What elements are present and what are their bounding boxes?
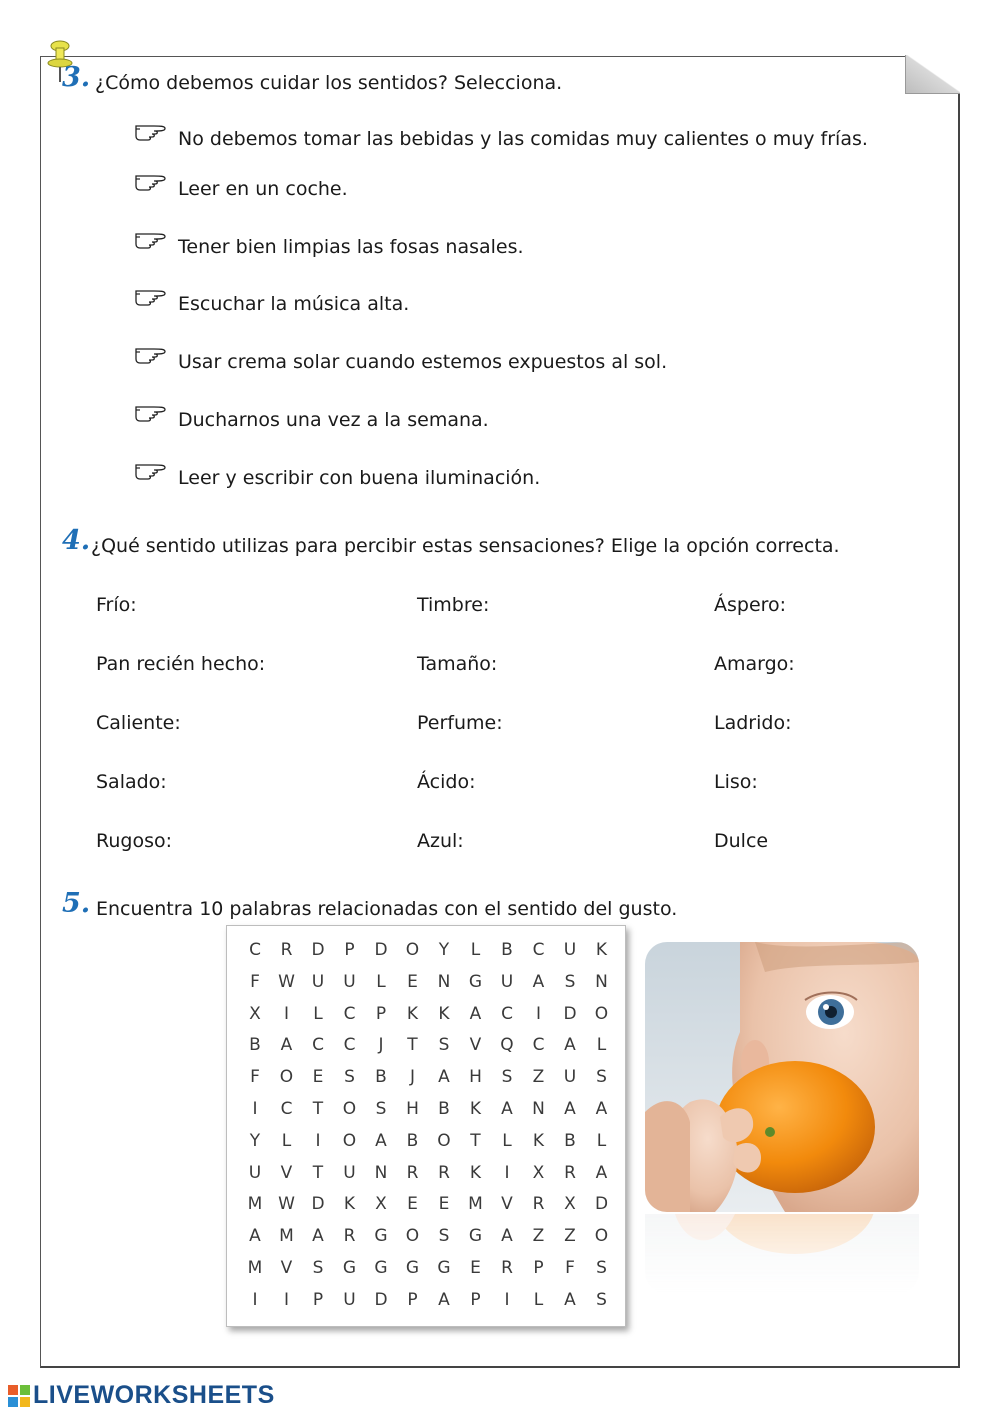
word-search-letter[interactable]: G xyxy=(468,1226,483,1247)
word-search-letter[interactable]: C xyxy=(501,1003,513,1024)
question-5-text: Encuentra 10 palabras relacionadas con el sentido del gusto. xyxy=(96,898,678,920)
word-search-letter[interactable]: B xyxy=(501,940,513,960)
word-search-letter[interactable]: V xyxy=(501,1194,513,1215)
photo-reflection xyxy=(645,1214,919,1294)
word-search-letter[interactable]: A xyxy=(595,1099,608,1119)
word-search-letter[interactable]: U xyxy=(563,1067,577,1088)
word-search-letter[interactable]: I xyxy=(504,1289,510,1310)
word-search-row xyxy=(227,1099,625,1131)
word-search-letter[interactable]: A xyxy=(564,1099,576,1119)
word-search-letter[interactable]: D xyxy=(311,940,325,960)
word-search-letter[interactable]: X xyxy=(532,1162,545,1183)
word-search-letter[interactable]: K xyxy=(469,1162,482,1183)
word-search-letter[interactable]: A xyxy=(249,1226,261,1247)
word-search-letter[interactable]: R xyxy=(501,1258,513,1278)
word-search-letter[interactable]: C xyxy=(532,940,545,960)
care-option-label: Escuchar la música alta. xyxy=(178,293,410,315)
word-search-letter[interactable]: E xyxy=(407,971,418,992)
word-search-letter[interactable]: J xyxy=(378,1035,384,1056)
sensation-item[interactable]: Amargo: xyxy=(714,653,795,675)
word-search-letter[interactable]: S xyxy=(501,1067,513,1088)
care-option[interactable] xyxy=(134,351,667,373)
pointing-hand-icon xyxy=(134,170,168,192)
care-option[interactable] xyxy=(134,178,348,200)
word-search-letter[interactable]: P xyxy=(375,1003,387,1024)
question-5-number: 5. xyxy=(62,888,91,919)
word-search-letter[interactable]: Q xyxy=(500,1035,514,1056)
word-search-letter[interactable]: F xyxy=(565,1258,575,1278)
word-search-letter[interactable]: S xyxy=(438,1035,450,1056)
word-search-letter[interactable]: X xyxy=(249,1003,261,1024)
word-search-letter[interactable]: L xyxy=(376,971,386,992)
word-search-letter[interactable]: R xyxy=(280,940,293,960)
sensation-item[interactable]: Áspero: xyxy=(714,594,787,616)
word-search-letter[interactable]: N xyxy=(374,1162,388,1183)
care-option[interactable] xyxy=(134,293,409,315)
word-search-letter[interactable]: P xyxy=(470,1289,481,1310)
word-search-letter[interactable]: A xyxy=(595,1162,608,1183)
word-search-letter[interactable]: P xyxy=(407,1289,418,1310)
word-search-row xyxy=(227,940,625,972)
word-search-letter[interactable]: E xyxy=(438,1194,450,1215)
word-search-letter[interactable]: A xyxy=(312,1226,324,1247)
word-search-letter[interactable]: I xyxy=(252,1289,258,1310)
sensation-item[interactable]: Tamaño: xyxy=(417,653,498,675)
word-search-letter[interactable]: L xyxy=(281,1130,292,1151)
word-search-letter[interactable]: C xyxy=(249,940,261,960)
word-search-letter[interactable]: B xyxy=(564,1130,576,1151)
care-option[interactable] xyxy=(134,409,489,431)
word-search-letter[interactable]: D xyxy=(311,1194,325,1215)
word-search-letter[interactable]: K xyxy=(406,1003,419,1024)
word-search-letter[interactable]: O xyxy=(342,1130,357,1151)
sensation-item[interactable]: Perfume: xyxy=(417,712,503,734)
word-search-letter[interactable]: F xyxy=(250,1067,260,1088)
sensation-item[interactable]: Rugoso: xyxy=(96,830,172,852)
word-search-letter[interactable]: C xyxy=(343,1003,356,1024)
word-search-letter[interactable]: G xyxy=(374,1226,388,1247)
word-search-letter[interactable]: C xyxy=(312,1035,324,1056)
word-search-letter[interactable]: S xyxy=(312,1258,324,1278)
word-search-letter[interactable]: S xyxy=(596,1067,607,1088)
word-search-letter[interactable]: I xyxy=(283,1003,289,1024)
word-search-row xyxy=(227,1258,625,1290)
word-search-letter[interactable]: M xyxy=(247,1258,263,1278)
pointing-hand-icon xyxy=(134,343,168,365)
sensation-item[interactable]: Ladrido: xyxy=(714,712,792,734)
word-search-letter[interactable]: L xyxy=(596,1130,607,1151)
word-search-letter[interactable]: D xyxy=(374,1289,388,1310)
word-search-letter[interactable]: M xyxy=(279,1226,294,1247)
word-search-letter[interactable]: G xyxy=(405,1258,420,1278)
word-search-letter[interactable]: R xyxy=(564,1162,576,1183)
word-search-letter[interactable]: S xyxy=(564,971,576,992)
word-search-letter[interactable]: X xyxy=(375,1194,387,1215)
word-search-letter[interactable]: H xyxy=(406,1099,419,1119)
word-search-letter[interactable]: D xyxy=(594,1194,609,1215)
word-search-letter[interactable]: C xyxy=(532,1035,545,1056)
word-search-letter[interactable]: B xyxy=(438,1099,450,1119)
question-3-text: ¿Cómo debemos cuidar los sentidos? Selecciona. xyxy=(95,72,563,94)
pointing-hand-icon xyxy=(134,401,168,423)
pointing-hand-icon xyxy=(134,285,168,307)
word-search-letter[interactable]: G xyxy=(437,1258,451,1278)
word-search-letter[interactable]: E xyxy=(470,1258,481,1278)
sensation-item[interactable]: Liso: xyxy=(714,771,758,793)
word-search-row xyxy=(227,1290,625,1322)
sensation-item[interactable]: Ácido: xyxy=(417,771,476,793)
word-search-letter[interactable]: G xyxy=(374,1258,388,1278)
word-search-letter[interactable]: Z xyxy=(532,1226,545,1247)
word-search-letter[interactable]: R xyxy=(532,1194,545,1215)
word-search-letter[interactable]: K xyxy=(595,940,608,960)
word-search-letter[interactable]: O xyxy=(594,1226,609,1247)
logo-text: LIVEWORKSHEETS xyxy=(33,1381,275,1409)
word-search-letter[interactable]: C xyxy=(343,1035,356,1056)
care-option[interactable] xyxy=(134,467,540,489)
word-search-letter[interactable]: L xyxy=(502,1130,512,1151)
word-search-letter[interactable]: V xyxy=(469,1035,482,1056)
word-search-letter[interactable]: A xyxy=(501,1099,513,1119)
word-search-letter[interactable]: N xyxy=(595,971,608,992)
word-search-letter[interactable]: A xyxy=(564,1035,576,1056)
word-search-letter[interactable]: P xyxy=(312,1289,324,1310)
word-search-letter[interactable]: U xyxy=(563,940,577,960)
word-search-letter[interactable]: F xyxy=(250,971,260,992)
word-search-letter[interactable]: X xyxy=(564,1194,576,1215)
word-search-letter[interactable]: L xyxy=(470,940,481,960)
word-search-letter[interactable]: D xyxy=(563,1003,577,1024)
pointing-hand-icon xyxy=(134,228,168,250)
word-search-letter[interactable]: B xyxy=(249,1035,261,1056)
word-search-letter[interactable]: M xyxy=(468,1194,483,1215)
word-search-letter[interactable]: P xyxy=(344,940,355,960)
word-search-letter[interactable]: K xyxy=(343,1194,356,1215)
word-search-letter[interactable]: A xyxy=(438,1067,450,1088)
word-search-letter[interactable]: V xyxy=(280,1162,293,1183)
word-search-letter[interactable]: W xyxy=(278,971,295,992)
care-option[interactable] xyxy=(134,236,524,258)
word-search-letter[interactable]: Y xyxy=(438,940,450,960)
word-search-letter[interactable]: W xyxy=(278,1194,295,1215)
word-search-letter[interactable]: P xyxy=(533,1258,544,1278)
word-search-letter[interactable]: K xyxy=(469,1099,482,1119)
word-search-letter[interactable]: K xyxy=(532,1130,545,1151)
word-search-letter[interactable]: N xyxy=(532,1099,545,1119)
sensation-item[interactable]: Azul: xyxy=(417,830,464,852)
word-search-letter[interactable]: Z xyxy=(532,1067,545,1088)
word-search-row xyxy=(227,1035,625,1067)
word-search-letter[interactable]: G xyxy=(342,1258,357,1278)
word-search-letter[interactable]: T xyxy=(470,1130,481,1151)
word-search-row xyxy=(227,1226,625,1258)
word-search-letter[interactable]: I xyxy=(315,1130,321,1151)
word-search-grid xyxy=(226,925,626,1327)
word-search-letter[interactable]: U xyxy=(248,1162,262,1183)
word-search-letter[interactable]: U xyxy=(500,971,514,992)
sensation-item[interactable]: Pan recién hecho: xyxy=(96,653,266,675)
word-search-letter[interactable]: A xyxy=(501,1226,513,1247)
word-search-letter[interactable]: S xyxy=(438,1226,450,1247)
sensation-item[interactable]: Frío: xyxy=(96,594,137,616)
word-search-letter[interactable]: U xyxy=(343,1162,356,1183)
word-search-letter[interactable]: H xyxy=(469,1067,482,1088)
question-4-text: ¿Qué sentido utilizas para percibir estas sensaciones? Elige la opción correcta. xyxy=(91,535,840,557)
word-search-letter[interactable]: I xyxy=(252,1099,258,1119)
word-search-letter[interactable]: O xyxy=(279,1067,294,1088)
page-curl-corner xyxy=(905,55,960,94)
word-search-letter[interactable]: V xyxy=(280,1258,293,1278)
word-search-letter[interactable]: B xyxy=(375,1067,387,1088)
word-search-letter[interactable]: R xyxy=(406,1162,419,1183)
word-search-letter[interactable]: O xyxy=(405,940,420,960)
word-search-letter[interactable]: L xyxy=(313,1003,323,1024)
sensation-item[interactable]: Dulce xyxy=(714,830,769,852)
word-search-letter[interactable]: S xyxy=(596,1258,607,1278)
logo-blocks-icon xyxy=(8,1385,30,1407)
word-search-letter[interactable]: J xyxy=(409,1067,415,1088)
word-search-letter[interactable]: R xyxy=(438,1162,450,1183)
word-search-letter[interactable]: U xyxy=(343,971,356,992)
word-search-letter[interactable]: R xyxy=(343,1226,356,1247)
question-3-number: 3. xyxy=(62,62,91,93)
word-search-letter[interactable]: A xyxy=(564,1289,576,1310)
care-option-label: Ducharnos una vez a la semana. xyxy=(178,409,489,431)
baby-eating-orange-photo xyxy=(645,942,919,1212)
word-search-letter[interactable]: L xyxy=(596,1035,607,1056)
word-search-letter[interactable]: A xyxy=(532,971,545,992)
sensation-item[interactable]: Salado: xyxy=(96,771,167,793)
word-search-letter[interactable]: S xyxy=(596,1289,607,1310)
word-search-letter[interactable]: Z xyxy=(564,1226,576,1247)
word-search-letter[interactable]: T xyxy=(312,1162,324,1183)
sensation-item[interactable]: Caliente: xyxy=(96,712,181,734)
word-search-letter[interactable]: G xyxy=(468,971,483,992)
word-search-letter[interactable]: T xyxy=(407,1035,418,1056)
word-search-letter[interactable]: N xyxy=(437,971,451,992)
word-search-letter[interactable]: I xyxy=(504,1162,510,1183)
word-search-letter[interactable]: C xyxy=(280,1099,293,1119)
word-search-row xyxy=(227,1067,625,1099)
word-search-letter[interactable]: I xyxy=(283,1289,289,1310)
word-search-letter[interactable]: K xyxy=(438,1003,450,1024)
pointing-hand-icon xyxy=(134,459,168,481)
word-search-letter[interactable]: M xyxy=(247,1194,263,1215)
word-search-letter[interactable]: L xyxy=(533,1289,544,1310)
word-search-row xyxy=(227,1163,625,1195)
word-search-letter[interactable]: Y xyxy=(249,1130,261,1151)
care-option-label: Leer y escribir con buena iluminación. xyxy=(178,467,541,489)
word-search-letter[interactable]: E xyxy=(312,1067,324,1088)
word-search-letter[interactable]: E xyxy=(407,1194,418,1215)
word-search-letter[interactable]: O xyxy=(342,1099,357,1119)
word-search-row xyxy=(227,972,625,1004)
word-search-letter[interactable]: B xyxy=(406,1130,419,1151)
pointing-hand-icon xyxy=(134,120,168,142)
care-option-label: Leer en un coche. xyxy=(178,178,348,200)
word-search-row xyxy=(227,1194,625,1226)
word-search-letter[interactable]: O xyxy=(437,1130,451,1151)
sensation-item[interactable]: Timbre: xyxy=(417,594,490,616)
word-search-letter[interactable]: T xyxy=(312,1099,324,1119)
word-search-letter[interactable]: A xyxy=(438,1289,450,1310)
word-search-letter[interactable]: S xyxy=(344,1067,355,1088)
word-search-letter[interactable]: D xyxy=(374,940,388,960)
word-search-letter[interactable]: S xyxy=(375,1099,387,1119)
word-search-letter[interactable]: O xyxy=(405,1226,420,1247)
care-option-label: No debemos tomar las bebidas y las comidas muy calientes o muy frías. xyxy=(178,128,868,150)
liveworksheets-logo[interactable] xyxy=(8,1381,275,1410)
care-option-label: Tener bien limpias las fosas nasales. xyxy=(178,236,524,258)
word-search-letter[interactable]: U xyxy=(311,971,325,992)
care-option-label: Usar crema solar cuando estemos expuestos al sol. xyxy=(178,351,668,373)
word-search-row xyxy=(227,1131,625,1163)
word-search-letter[interactable]: A xyxy=(469,1003,482,1024)
word-search-letter[interactable]: O xyxy=(594,1003,609,1024)
care-option[interactable] xyxy=(134,128,868,150)
word-search-row xyxy=(227,1004,625,1036)
question-4-number: 4. xyxy=(62,525,91,556)
word-search-letter[interactable]: A xyxy=(280,1035,293,1056)
word-search-letter[interactable]: I xyxy=(535,1003,541,1024)
word-search-letter[interactable]: A xyxy=(375,1130,387,1151)
word-search-letter[interactable]: U xyxy=(343,1289,356,1310)
